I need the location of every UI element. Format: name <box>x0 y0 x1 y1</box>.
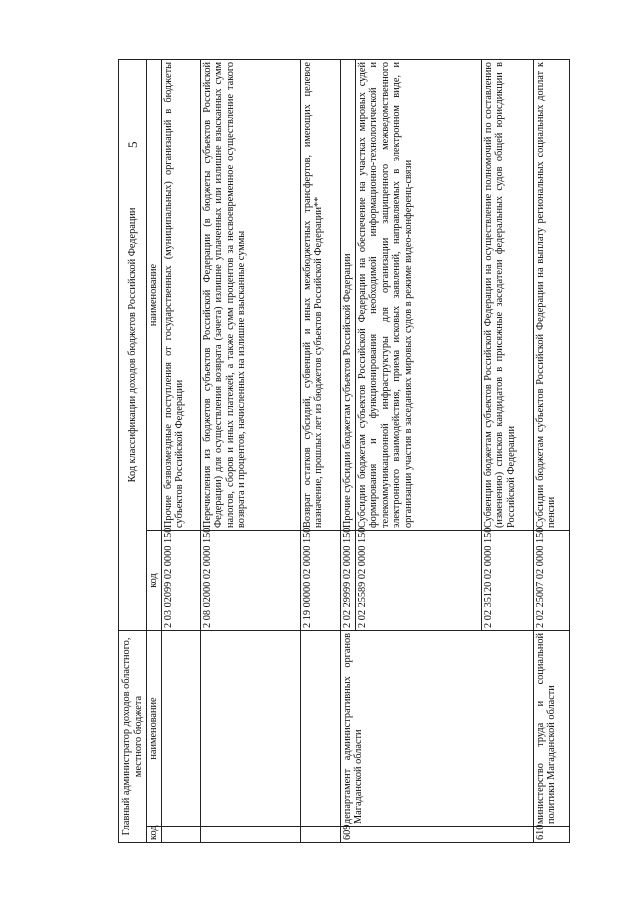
table-row <box>340 60 355 843</box>
kbk-name-cell: Возврат остатков субсидий, субвенций и иных межбюджетных трансфертов, имеющих целевое назначение, прошлых лет из бюджетов субъектов Российской Федерации** <box>300 60 340 531</box>
table-header-group-row <box>119 60 147 843</box>
kbk-name-cell: Прочие безвозмездные поступления от государственных (муниципальных) организаций в бюджеты субъектов Российской Федерации <box>161 60 200 531</box>
header-admin-group: Главный администратор доходов областного, местного бюджета <box>119 631 147 843</box>
kbk-code-cell: 2 02 25589 02 0000 150 <box>355 531 481 631</box>
admin-code-cell <box>161 827 200 843</box>
kbk-code-cell: 2 08 02000 02 0000 150 <box>200 531 300 631</box>
admin-code-cell: 609 <box>340 827 533 843</box>
kbk-code-cell: 2 02 25007 02 0000 150 <box>533 531 569 631</box>
page-number: 5 <box>125 141 140 148</box>
admin-name-cell <box>161 631 200 827</box>
header-kbk-code: код <box>147 531 162 631</box>
kbk-code-cell: 2 02 29999 02 0000 150 <box>340 531 355 631</box>
admin-code-cell: 610 <box>533 827 569 843</box>
header-kbk-name: наименование <box>147 60 162 531</box>
admin-name-cell: департамент административных органов Магаданской области <box>340 631 533 827</box>
kbk-name-cell: Субсидии бюджетам субъектов Российской Федерации на обеспечение на участках мировых судей формирования и функционирования необходимой информационно-технологической и телекоммуникационной инфраструктуры для организации защищенного межведомственного электронного взаимодействия, приема исковых заявлений, направляемых в электронном виде, и организации участия в заседаниях мировых судов в режиме видео-конференц-связи <box>355 60 481 531</box>
admin-name-cell <box>200 631 300 827</box>
table-row <box>300 60 340 843</box>
table-row <box>200 60 300 843</box>
header-kbk-group: Код классификации доходов бюджетов Российской Федерации <box>119 60 147 631</box>
kbk-code-cell: 2 19 00000 02 0000 150 <box>300 531 340 631</box>
admin-code-cell <box>300 827 340 843</box>
kbk-code-cell: 2 03 02099 02 0000 150 <box>161 531 200 631</box>
kbk-name-cell: Субсидии бюджетам субъектов Российской Федерации на выплату региональных социальных доплат к пенсии <box>533 60 569 531</box>
admin-name-cell <box>300 631 340 827</box>
revenue-classification-table <box>118 59 570 843</box>
kbk-name-cell: Перечисления из бюджетов субъектов Российской Федерации (в бюджеты субъектов Российской Федерации) для осуществления возврата (зачета) излишне уплаченных или излишне взысканных сумм налогов, сборов и иных платежей, а также сумм процентов за несвоевременное осуществление такого возврата и процентов, начисленных на излишне взысканные суммы <box>200 60 300 531</box>
table-row <box>161 60 200 843</box>
table-header-row <box>147 60 162 843</box>
kbk-code-cell: 2 02 35120 02 0000 150 <box>481 531 533 631</box>
kbk-name-cell: Прочие субсидии бюджетам субъектов Российской Федерации <box>340 60 355 531</box>
kbk-name-cell: Субвенции бюджетам субъектов Российской Федерации на осуществление полномочий по составлению (изменению) списков кандидатов в присяжные заседатели федеральных судов общей юрисдикции в Российской Федерации <box>481 60 533 531</box>
table-row <box>533 60 569 843</box>
admin-name-cell: министерство труда и социальной политики Магаданской области <box>533 631 569 827</box>
admin-code-cell <box>200 827 300 843</box>
header-admin-name: наименование <box>147 631 162 827</box>
header-admin-code: код <box>147 827 162 843</box>
